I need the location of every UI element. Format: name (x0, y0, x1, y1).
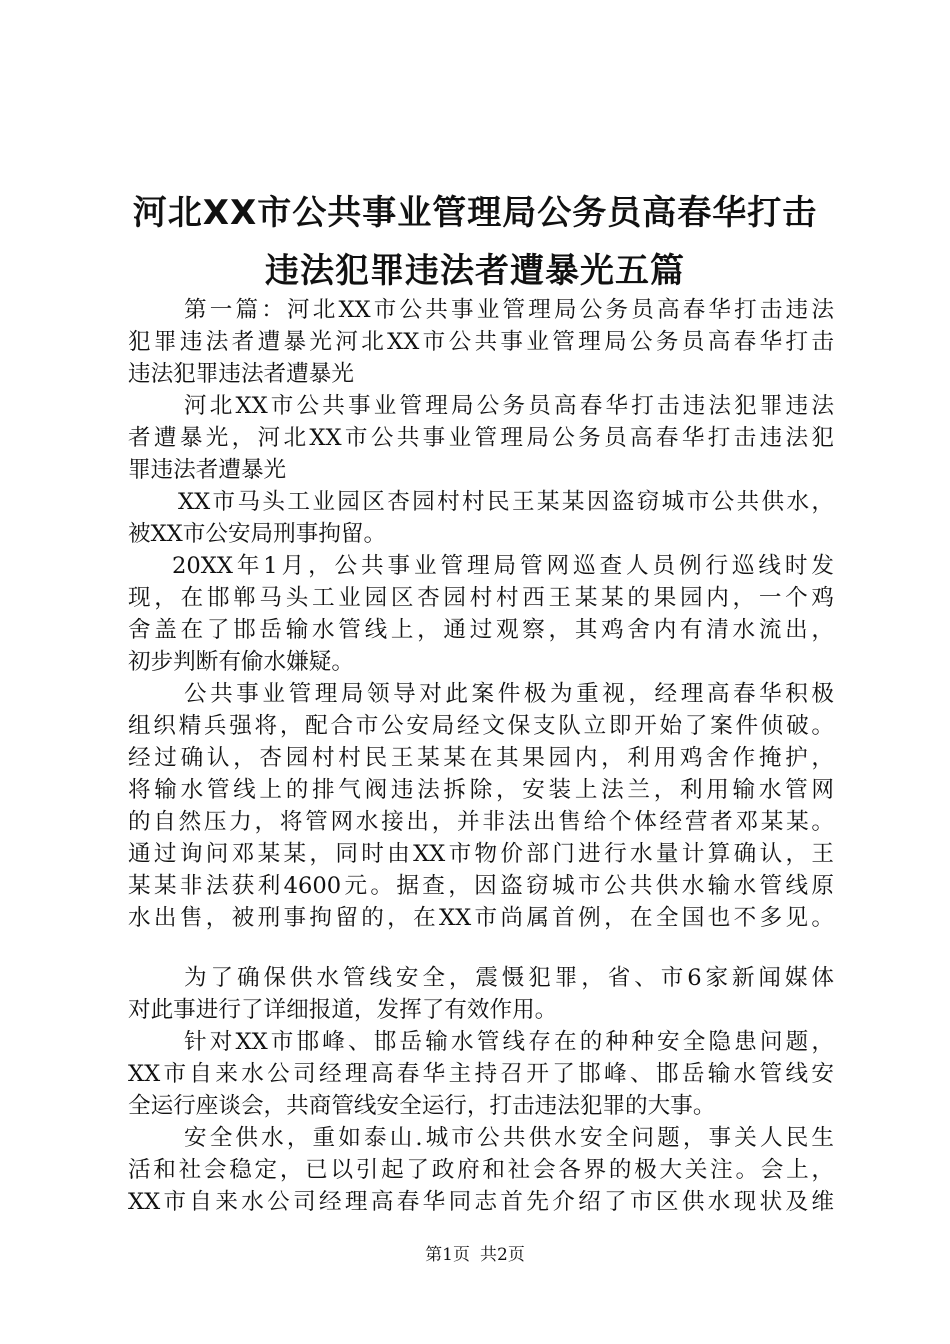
text-line: 20XX年1月，公共事业管理局管网巡查人员例行巡线时发 (172, 553, 834, 579)
text-line: 初步判断有偷水嫌疑。 (128, 649, 354, 675)
page-total: 共2页 (480, 1245, 525, 1265)
text-line: 组织精兵强将，配合市公安局经文保支队立即开始了案件侦破。 (128, 713, 834, 739)
document-body (128, 294, 834, 1218)
paragraph-6 (128, 962, 834, 1026)
paragraph-4 (128, 550, 834, 678)
text-line: 水出售，被刑事拘留的，在XX市尚属首例，在全国也不多见。 (128, 905, 834, 931)
text-line: 全运行座谈会，共商管线安全运行，打击违法犯罪的大事。 (128, 1093, 716, 1119)
document-title-line-1: 河北XX市公共事业管理局公务员高春华打击 (132, 193, 818, 233)
paragraph-gap (128, 934, 834, 962)
text-line: 公共事业管理局领导对此案件极为重视，经理高春华积极 (184, 681, 834, 707)
text-line: 被XX市公安局刑事拘留。 (128, 521, 387, 547)
text-line: 现，在邯郸马头工业园区杏园村村西王某某的果园内，一个鸡 (128, 585, 834, 611)
text-line: 违法犯罪违法者遭暴光 (128, 361, 354, 387)
text-line: 罪违法者遭暴光 (128, 457, 287, 483)
paragraph-5 (128, 678, 834, 934)
text-line: 经过确认，杏园村村民王某某在其果园内，利用鸡舍作掩护， (128, 745, 834, 771)
text-line: 某某非法获利4600元。据查，因盗窃城市公共供水输水管线原 (128, 873, 834, 899)
paragraph-3 (128, 486, 834, 550)
text-line: 活和社会稳定，已以引起了政府和社会各界的极大关注。会上， (128, 1157, 834, 1183)
text-line: 安全供水，重如泰山.城市公共供水安全问题，事关人民生 (184, 1125, 834, 1151)
text-line: 针对XX市邯峰、邯岳输水管线存在的种种安全隐患问题， (184, 1029, 834, 1055)
text-line: 的自然压力，将管网水接出，并非法出售给个体经营者邓某某。 (128, 809, 834, 835)
text-line: 对此事进行了详细报道，发挥了有效作用。 (128, 997, 558, 1023)
text-line: XX市自来水公司经理高春华同志首先介绍了市区供水现状及维 (128, 1189, 834, 1215)
paragraph-7 (128, 1026, 834, 1122)
text-line: XX市马头工业园区杏园村村民王某某因盗窃城市公共供水， (178, 489, 834, 515)
text-line: 河北XX市公共事业管理局公务员高春华打击违法犯罪违法 (184, 393, 834, 419)
text-line: 为了确保供水管线安全，震慑犯罪，省、市6家新闻媒体 (184, 965, 834, 991)
text-line: XX市自来水公司经理高春华主持召开了邯峰、邯岳输水管线安 (128, 1061, 834, 1087)
text-line: 将输水管线上的排气阀违法拆除，安装上法兰，利用输水管网 (128, 777, 834, 803)
paragraph-8 (128, 1122, 834, 1218)
page-number: 第1页 (425, 1245, 470, 1265)
document-title-line-2: 违法犯罪违法者遭暴光五篇 (265, 251, 685, 291)
text-line: 第一篇：河北XX市公共事业管理局公务员高春华打击违法 (184, 297, 834, 323)
page-footer (0, 1244, 950, 1266)
text-line: 舍盖在了邯岳输水管线上，通过观察，其鸡舍内有清水流出， (128, 617, 834, 643)
paragraph-1 (128, 294, 834, 390)
text-line: 者遭暴光，河北XX市公共事业管理局公务员高春华打击违法犯 (128, 425, 834, 451)
text-line: 犯罪违法者遭暴光河北XX市公共事业管理局公务员高春华打击 (128, 329, 834, 355)
paragraph-2 (128, 390, 834, 486)
text-line: 通过询问邓某某，同时由XX市物价部门进行水量计算确认，王 (128, 841, 834, 867)
